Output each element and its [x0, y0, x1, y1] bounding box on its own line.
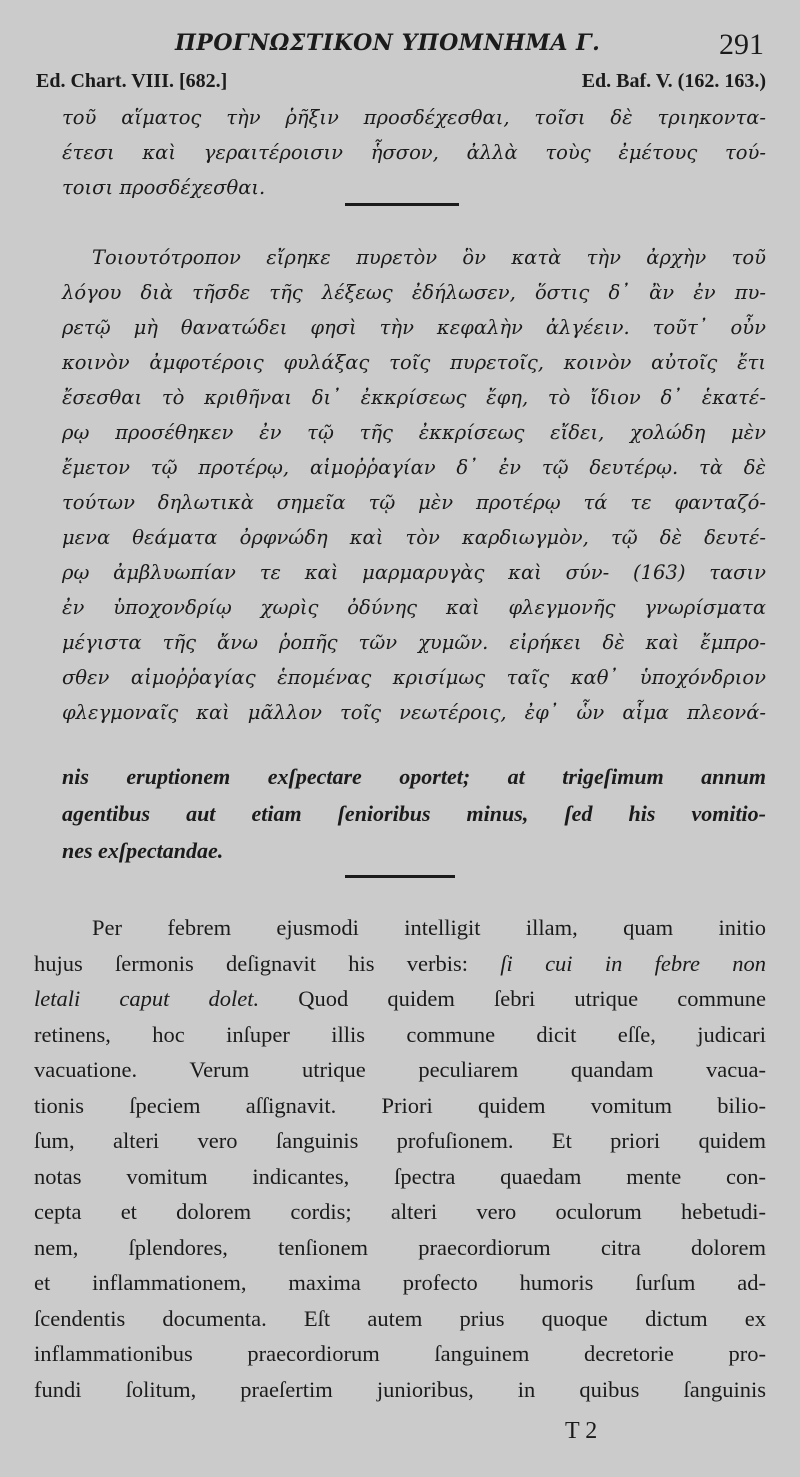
latin-line	[34, 1265, 766, 1301]
latin-line-italic: letali caput dolet.	[34, 986, 260, 1011]
latin-line-text: tionis ſpeciem aſſignavit. Priori quidem vomitum bilio-	[34, 1092, 766, 1118]
latin-line	[34, 981, 766, 1017]
latin-line-text: fundi ſolitum, praeſertim junioribus, in quibus ſanguinis	[34, 1376, 766, 1402]
latin-line	[34, 1052, 766, 1088]
latin-line	[34, 1336, 766, 1372]
latin-italic-line: nis eruptionem exſpectare oportet; at trigeſimum annum	[62, 764, 766, 789]
latin-line	[34, 1159, 766, 1195]
latin-line	[34, 1017, 766, 1053]
section-divider	[345, 875, 455, 878]
greek-line: σθεν αἱμοῤῥαγίας ἑπομένας κρισίμως ταῖς καθ᾽ ὑποχόνδριον	[62, 666, 766, 689]
latin-line-text: ſum, alteri vero ſanguinis profuſionem. Et priori quidem	[34, 1128, 766, 1153]
greek-line: μενα θεάματα ὀρφνώδη καὶ τὸν καρδιωγμὸν, τῷ δὲ δευτέ-	[62, 526, 766, 549]
latin-italic-line: nes exſpectandae.	[62, 838, 224, 863]
running-title: ΠΡΟΓΝΩΣΤΙΚΟΝ ΥΠΟΜΝΗΜΑ Γ.	[175, 30, 601, 56]
latin-line-text: hujus ſermonis deſignavit his verbis:	[34, 950, 501, 976]
latin-line	[34, 946, 766, 982]
latin-line-text: cepta et dolorem cordis; alteri vero oculorum hebetudi-	[34, 1199, 766, 1224]
edition-reference-left: Ed. Chart. VIII. [682.]	[36, 70, 228, 92]
greek-line: ρετῷ μὴ θανατώδει φησὶ τὴν κεφαλὴν ἀλγέειν. τοῦτ᾽ οὖν	[62, 316, 766, 339]
latin-line-text: notas vomitum indicantes, ſpectra quaedam mente con-	[34, 1163, 766, 1189]
greek-lemma-text	[62, 100, 766, 205]
latin-line-text: et inflammationem, maxima profecto humoris ſurſum ad-	[34, 1270, 766, 1295]
latin-line	[34, 1301, 766, 1337]
greek-line: φλεγμοναῖς καὶ μᾶλλον τοῖς νεωτέροις, ἐφ᾽ ὧν αἷμα πλεονά-	[62, 701, 766, 724]
latin-line-text: inflammationibus praecordiorum ſanguinem decretorie pro-	[34, 1341, 766, 1366]
greek-line: τούτων δηλωτικὰ σημεῖα τῷ μὲν προτέρῳ τά τε φανταζό-	[62, 491, 766, 514]
latin-line	[34, 1088, 766, 1124]
signature-mark: T 2	[565, 1418, 598, 1444]
greek-line: έτεσι καὶ γεραιτέροισιν ἧσσον, ἀλλὰ τοὺς ἐμέτους τού-	[62, 141, 766, 164]
latin-line-text: nem, ſplendores, tenſionem praecordiorum citra dolorem	[34, 1234, 766, 1260]
latin-line	[34, 1372, 766, 1408]
running-head	[0, 30, 800, 70]
latin-line	[34, 1230, 766, 1266]
latin-line-text: ſcendentis documenta. Eſt autem prius quoque dictum ex	[34, 1305, 766, 1331]
latin-line	[34, 1123, 766, 1159]
latin-line	[34, 910, 766, 946]
greek-line: λόγου διὰ τῆσδε τῆς λέξεως ἐδήλωσεν, ὅστις δ᾽ ἂν ἐν πυ-	[62, 281, 766, 304]
latin-line-text: Quod quidem ſebri utrique commune	[259, 986, 766, 1011]
greek-line: Τοιουτότροπον εἴρηκε πυρετὸν ὃν κατὰ τὴν ἀρχὴν τοῦ	[92, 246, 766, 269]
greek-line: ρῳ ἀμβλυωπίαν τε καὶ μαρμαρυγὰς καὶ σύν- (163) τασιν	[62, 561, 766, 584]
greek-line: τοῦ αἵματος τὴν ῥῆξιν προσδέχεσθαι, τοῖσι δὲ τριηκοντα-	[62, 106, 766, 129]
greek-line: τοισι προσδέχεσθαι.	[62, 176, 266, 199]
latin-italic-line: agentibus aut etiam ſenioribus minus, ſed his vomitio-	[62, 801, 766, 826]
latin-line-text: Per febrem ejusmodi intelligit illam, quam initio	[92, 915, 766, 940]
edition-reference-right: Ed. Baf. V. (162. 163.)	[581, 70, 766, 92]
greek-line: ἔσεσθαι τὸ κριθῆναι δι᾽ ἐκκρίσεως ἔφη, τὸ ἴδιον δ᾽ ἑκατέ-	[62, 386, 766, 409]
greek-line: κοινὸν ἀμφοτέροις φυλάξας τοῖς πυρετοῖς, κοινὸν αὐτοῖς ἔτι	[62, 351, 766, 374]
latin-line	[34, 1194, 766, 1230]
greek-line: ρῳ προσέθηκεν ἐν τῷ τῆς ἐκκρίσεως εἴδει, χολώδη μὲν	[62, 421, 766, 444]
latin-lemma-text	[62, 758, 766, 869]
greek-line: ἔμετον τῷ προτέρῳ, αἱμοῤῥαγίαν δ᾽ ἐν τῷ δευτέρῳ. τὰ δὲ	[62, 456, 766, 479]
page-number: 291	[719, 28, 764, 61]
latin-line-text: retinens, hoc inſuper illis commune dicit eſſe, judicari	[34, 1021, 766, 1047]
greek-line: μέγιστα τῆς ἄνω ῥοπῆς τῶν χυμῶν. εἰρήκει δὲ καὶ ἔμπρο-	[62, 631, 766, 654]
latin-line-italic: ſi cui in febre non	[500, 950, 766, 976]
greek-line: ἐν ὑποχονδρίῳ χωρὶς ὀδύνης καὶ φλεγμονῆς γνωρίσματα	[62, 596, 766, 619]
greek-commentary-text	[62, 240, 766, 730]
section-divider	[345, 203, 459, 206]
latin-commentary-text	[34, 910, 766, 1407]
latin-line-text: vacuatione. Verum utrique peculiarem quandam vacua-	[34, 1057, 766, 1082]
